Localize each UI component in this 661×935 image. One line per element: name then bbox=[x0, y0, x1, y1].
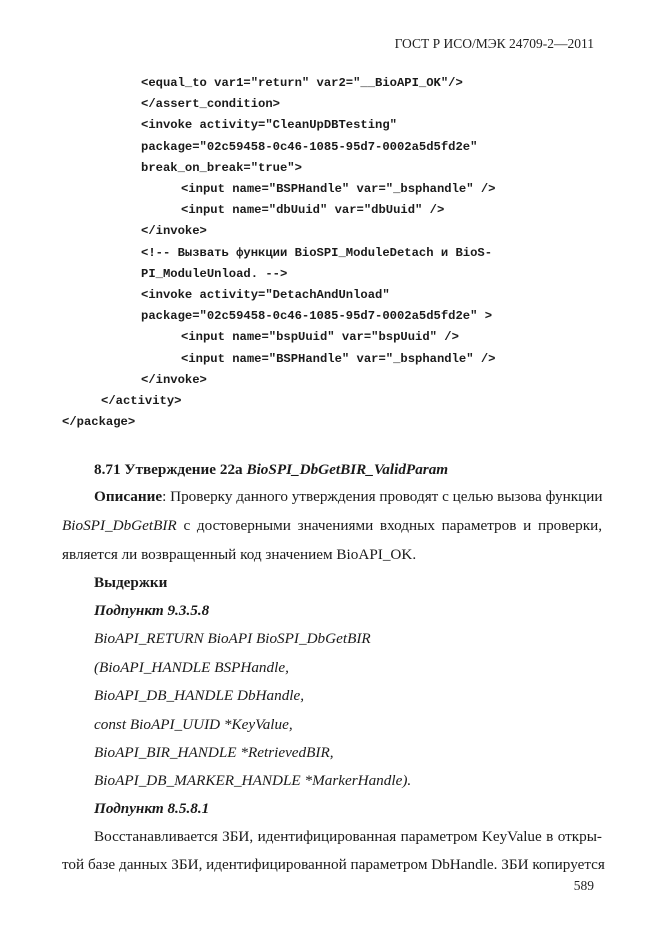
code-line: </assert_condition> bbox=[141, 97, 280, 112]
signature-line: BioAPI_DB_MARKER_HANDLE *MarkerHandle). bbox=[94, 772, 412, 789]
code-line: </invoke> bbox=[141, 372, 207, 387]
code-line: package="02c59458-0c46-1085-95d7-0002a5d5fd2e" bbox=[141, 139, 478, 154]
code-line: </package> bbox=[62, 415, 136, 430]
code-line: <input name="BSPHandle" var="_bsphandle" /> bbox=[181, 182, 496, 196]
description-label: Описание bbox=[94, 488, 163, 505]
section-title-italic: BioSPI_DbGetBIR_ValidParam bbox=[246, 461, 449, 478]
code-line: <input name="BSPHandle" var="_bsphandle" /> bbox=[181, 351, 496, 366]
code-line: <invoke activity="CleanUpDBTesting" bbox=[141, 118, 397, 133]
section-heading bbox=[94, 455, 448, 484]
code-line: PI_ModuleUnload. --> bbox=[141, 266, 288, 281]
code-line: </invoke> bbox=[141, 224, 207, 239]
page-number: 589 bbox=[573, 878, 594, 893]
code-line: <equal_to var1="return" var2="__BioAPI_OK"/> bbox=[141, 76, 463, 90]
code-line: <invoke activity="DetachAndUnload" bbox=[141, 288, 390, 302]
description-text: : Проверку данного утверждения проводят с целью вызова функции bbox=[162, 488, 603, 505]
excerpts-label: Выдержки bbox=[94, 574, 168, 591]
signature-line: BioAPI_DB_HANDLE DbHandle, bbox=[94, 687, 305, 704]
signature-line: BioAPI_BIR_HANDLE *RetrievedBIR, bbox=[94, 744, 334, 761]
code-line: break_on_break="true"> bbox=[141, 160, 302, 175]
section-number-title: 8.71 Утверждение 22а bbox=[94, 461, 247, 478]
subclause-label-1: Подпункт 9.3.5.8 bbox=[94, 602, 210, 619]
signature-line: BioAPI_RETURN BioAPI BioSPI_DbGetBIR bbox=[94, 630, 371, 647]
code-line: package="02c59458-0c46-1085-95d7-0002a5d5fd2e" > bbox=[141, 309, 493, 324]
signature-line: const BioAPI_UUID *KeyValue, bbox=[94, 716, 293, 733]
description-line-1 bbox=[94, 482, 602, 511]
description-line-2 bbox=[62, 511, 602, 540]
signature-line: (BioAPI_HANDLE BSPHandle, bbox=[94, 659, 289, 676]
description-text: с достоверными значениями входных параметров и проверки, bbox=[176, 517, 602, 534]
paragraph-line-2: той базе данных ЗБИ, идентифицированной параметром DbHandle. ЗБИ копируется bbox=[62, 856, 605, 873]
function-name: BioSPI_DbGetBIR bbox=[62, 517, 177, 534]
standard-header: ГОСТ Р ИСО/МЭК 24709-2—2011 bbox=[394, 36, 594, 51]
code-line: <!-- Вызвать функции BioSPI_ModuleDetach и BioS- bbox=[141, 245, 493, 260]
subclause-label-2: Подпункт 8.5.8.1 bbox=[94, 800, 210, 817]
description-line-3: является ли возвращенный код значением BioAPI_OK. bbox=[62, 546, 417, 563]
code-line: </activity> bbox=[101, 394, 182, 408]
code-line: <input name="dbUuid" var="dbUuid" /> bbox=[181, 203, 445, 218]
paragraph-line-1: Восстанавливается ЗБИ, идентифицированная параметром KeyValue в откры- bbox=[94, 828, 602, 845]
code-line: <input name="bspUuid" var="bspUuid" /> bbox=[181, 330, 459, 345]
